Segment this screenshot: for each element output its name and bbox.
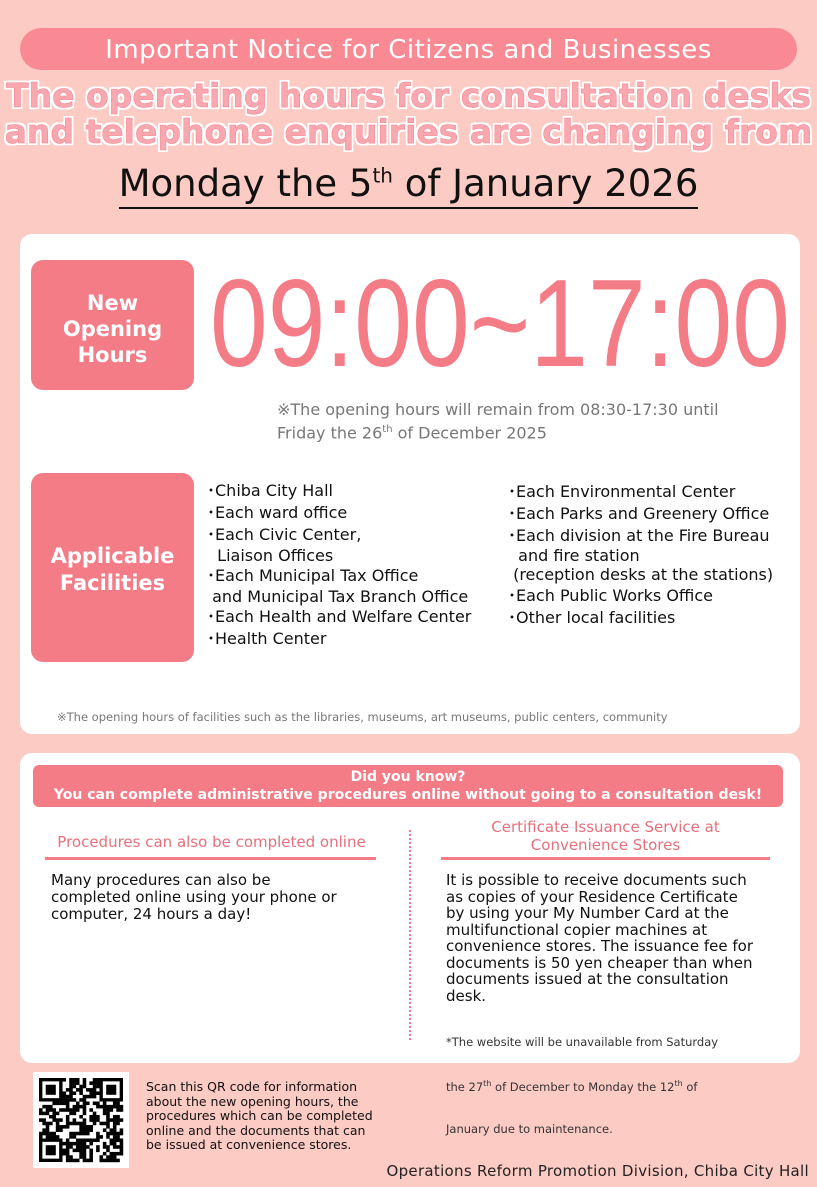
facility-item: ･Each ward office: [207, 503, 348, 522]
notice-banner: Important Notice for Citizens and Businesses: [20, 28, 797, 70]
current-hours-note-line-1: ※The opening hours will remain from 08:30-17:30 until: [277, 400, 719, 419]
maint-sup-2: th: [674, 1079, 683, 1088]
online-procedures-title: Procedures can also be completed online: [57, 833, 366, 851]
facilities-list-left: [207, 480, 507, 650]
maintenance-note-line-1: *The website will be unavailable from Saturday: [446, 1035, 719, 1049]
facility-item: ･Health Center: [207, 629, 327, 648]
column-divider: [409, 830, 411, 1040]
date-pre: Monday the 5: [118, 162, 373, 205]
maintenance-note-line-2: [446, 1077, 786, 1094]
note-date-suffix: th: [382, 424, 393, 435]
unaffected-note-line-1: ※The opening hours of facilities such as the libraries, museums, art museums, public centers, community: [57, 710, 668, 724]
qr-code-icon[interactable]: [33, 1072, 129, 1168]
maintenance-note: [446, 1007, 786, 1150]
new-hours-display: [205, 270, 795, 380]
facilities-tag-line-1: Applicable: [50, 544, 175, 568]
new-hours-value: 09:00~17:00: [210, 270, 790, 380]
convenience-title-line-1: Certificate Issuance Service at: [491, 818, 720, 836]
qr-code-caption: Scan this QR code for information about the new opening hours, the procedures which can be completed online and the documents that can be issued at convenience stores.: [146, 1079, 373, 1152]
facility-item: ･Each division at the Fire Bureau: [508, 526, 770, 545]
date-post: of January 2026: [393, 162, 699, 205]
facility-item: ･Each Environmental Center: [508, 482, 736, 501]
date-suffix: th: [372, 163, 393, 188]
effective-date-heading: [0, 162, 817, 205]
convenience-store-title: [441, 818, 770, 854]
did-you-know-title: Did you know?: [350, 769, 466, 785]
facility-item: (reception desks at the stations): [508, 565, 774, 584]
maint-sup-1: th: [483, 1079, 492, 1088]
note-date-post: of December 2025: [392, 423, 547, 443]
applicable-facilities-tag: [31, 473, 194, 662]
facility-item: and Municipal Tax Branch Office: [207, 587, 469, 606]
current-hours-note-line-2: [277, 420, 787, 443]
facility-item: ･Each Public Works Office: [508, 586, 714, 605]
footer-division: Operations Reform Promotion Division, Chiba City Hall: [386, 1162, 809, 1180]
facility-item: ･Each Civic Center,: [207, 525, 362, 544]
facility-item: and fire station: [508, 546, 640, 565]
convenience-title-rule: [441, 857, 770, 860]
facilities-list-right: [508, 481, 808, 629]
facility-item: Liaison Offices: [207, 546, 334, 565]
maintenance-note-line-3: January due to maintenance.: [446, 1121, 613, 1136]
facility-item: ･Each Health and Welfare Center: [207, 607, 472, 626]
new-hours-tag: [31, 260, 194, 390]
maint-mid: of December to Monday the 12: [491, 1079, 675, 1094]
qr-code-graphic: [33, 1072, 129, 1168]
current-hours-note: [277, 400, 787, 443]
did-you-know-subtitle: You can complete administrative procedures online without going to a consultation desk!: [53, 787, 763, 803]
convenience-title-line-2: Convenience Stores: [530, 836, 681, 854]
maint-post: of: [682, 1079, 698, 1094]
headline: [0, 78, 817, 150]
new-hours-tag-line-3: Hours: [77, 343, 148, 367]
facility-item: ･Each Parks and Greenery Office: [508, 504, 770, 523]
note-date-pre: Friday the 26: [277, 423, 383, 443]
headline-line-2: and telephone enquiries are changing from: [4, 112, 813, 151]
did-you-know-banner: [33, 765, 783, 807]
headline-line-1: The operating hours for consultation desks: [6, 76, 811, 115]
effective-date-underline: [119, 162, 699, 209]
online-procedures-body: Many procedures can also be completed online using your phone or computer, 24 hours a day!: [51, 871, 337, 923]
new-hours-svg: [205, 270, 795, 380]
facility-item: ･Other local facilities: [508, 608, 676, 627]
new-hours-tag-line-1: New: [86, 291, 139, 315]
new-hours-tag-line-2: Opening: [62, 317, 163, 341]
convenience-store-body: It is possible to receive documents such as copies of your Residence Certificate by using your My Number Card at the multifunctional copier machines at convenience stores. The issuance fee for documents is 50 yen cheaper than when documents issued at the consultation desk.: [446, 871, 754, 1005]
facility-item: ･Chiba City Hall: [207, 481, 333, 500]
maint-pre: the 27: [446, 1079, 484, 1094]
facilities-tag-line-2: Facilities: [59, 571, 166, 595]
facility-item: ･Each Municipal Tax Office: [207, 566, 419, 585]
online-title-rule: [45, 857, 376, 860]
